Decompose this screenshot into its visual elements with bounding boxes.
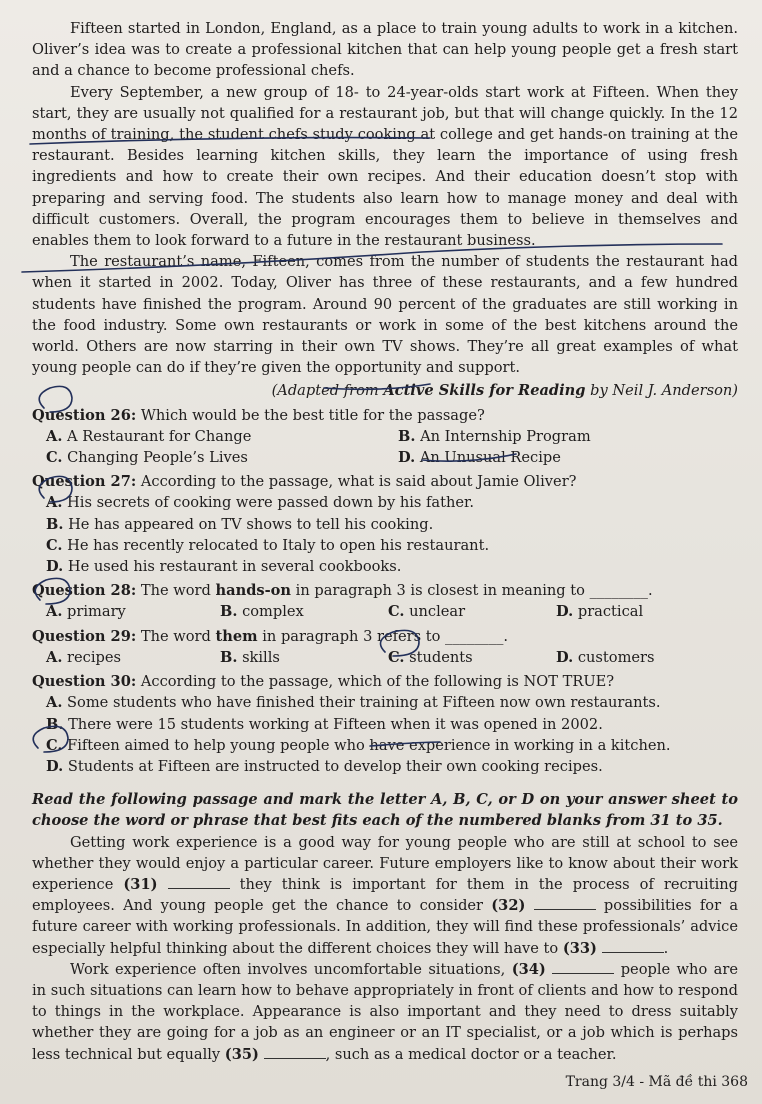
option-a[interactable] xyxy=(46,601,220,622)
option-text: He has recently relocated to Italy to open his restaurant. xyxy=(67,536,490,554)
option-text: practical xyxy=(577,603,644,621)
option-text: There were 15 students working at Fifteen when it was opened in 2002. xyxy=(68,715,603,733)
option-b[interactable] xyxy=(220,601,388,622)
question-text: According to the passage, what is said about Jamie Oliver? xyxy=(140,473,577,491)
blank-31[interactable] xyxy=(168,874,230,889)
question-text: According to the passage, which of the following is NOT TRUE? xyxy=(140,673,615,691)
option-c[interactable] xyxy=(388,647,556,668)
option-text: Fifteen aimed to help young people who have experience in working in a kitchen. xyxy=(67,736,671,754)
question-26 xyxy=(32,405,738,469)
blank-31-label: (31) xyxy=(123,875,158,893)
option-letter: D. xyxy=(398,449,416,467)
option-d[interactable] xyxy=(46,556,738,577)
option-d[interactable] xyxy=(556,647,724,668)
option-a[interactable] xyxy=(46,647,220,668)
question-text: The word xyxy=(140,627,216,645)
option-text: customers xyxy=(577,648,655,666)
option-text: An Unusual Recipe xyxy=(419,449,561,467)
blank-35-label: (35) xyxy=(224,1045,259,1063)
option-text: Students at Fifteen are instructed to develop their own cooking recipes. xyxy=(67,757,603,775)
question-29 xyxy=(32,626,738,668)
option-a[interactable] xyxy=(46,492,738,513)
option-b[interactable] xyxy=(46,714,738,735)
option-letter: B. xyxy=(220,648,238,666)
option-letter: B. xyxy=(46,715,64,733)
passage-paragraph-2: Every September, a new group of 18- to 24-year-olds start work at Fifteen. When they start, they are usually not qualified for a restaurant job, but that will change quickly. In the 12 months of training, the student chefs study cooking at college and get hands-on training at the restaurant. Besides learning kitchen skills, they learn the importance of using fresh ingredients and how to create their own recipes. And their education doesn’t stop with preparing and serving food. The students also learn how to manage money and deal with difficult customers. Overall, the program encourages them to believe in themselves and enables them to look forward to a future in the restaurant business. xyxy=(32,83,738,250)
option-c[interactable] xyxy=(46,447,398,468)
target-word: them xyxy=(215,627,258,645)
question-number: Question 30: xyxy=(32,673,137,691)
option-c[interactable] xyxy=(46,735,738,756)
option-text: He used his restaurant in several cookbooks. xyxy=(67,558,402,576)
passage-paragraph-1: Fifteen started in London, England, as a place to train young adults to work in a kitchen. Oliver’s idea was to create a professional kitchen that can help young people get a fresh start and a chance to become professional chefs. xyxy=(32,20,738,80)
question-text: Which would be the best title for the passage? xyxy=(140,406,485,424)
option-text: recipes xyxy=(67,648,121,666)
option-letter: D. xyxy=(556,603,574,621)
question-number: Question 26: xyxy=(32,406,137,424)
option-letter: D. xyxy=(46,757,64,775)
target-word: hands-on xyxy=(215,582,292,600)
cloze-paragraph-1 xyxy=(32,832,738,959)
passage-source xyxy=(32,380,738,401)
option-letter: B. xyxy=(220,603,238,621)
option-letter: D. xyxy=(46,558,64,576)
blank-34[interactable] xyxy=(552,959,614,974)
option-text: Changing People’s Lives xyxy=(67,449,248,467)
question-text: in paragraph 3 refers to ________. xyxy=(257,627,509,645)
option-d[interactable] xyxy=(556,601,724,622)
option-text: A Restaurant for Change xyxy=(67,427,252,445)
option-b[interactable] xyxy=(398,426,750,447)
option-a[interactable] xyxy=(46,692,738,713)
blank-34-label: (34) xyxy=(511,960,546,978)
option-letter: A. xyxy=(46,648,63,666)
option-letter: C. xyxy=(388,648,405,666)
option-text: students xyxy=(409,648,473,666)
option-text: Some students who have finished their training at Fifteen now own restaurants. xyxy=(67,694,661,712)
option-text: unclear xyxy=(409,603,466,621)
blank-32[interactable] xyxy=(534,895,596,910)
question-text: The word xyxy=(140,582,216,600)
page-footer: Trang 3/4 - Mã đề thi 368 xyxy=(565,1074,748,1090)
cloze-text: possibilities for a future career with working professionals. In addition, they will find these professionals’ advice especially helpful thinking about the different choices they will have to xyxy=(32,897,739,957)
question-number: Question 29: xyxy=(32,627,137,645)
cloze-text: , such as a medical doctor or a teacher. xyxy=(325,1045,617,1063)
blank-33-label: (33) xyxy=(562,939,597,957)
cloze-text: . xyxy=(663,939,669,957)
blank-32-label: (32) xyxy=(491,897,526,915)
option-letter: C. xyxy=(46,536,63,554)
option-b[interactable] xyxy=(220,647,388,668)
option-letter: C. xyxy=(388,603,405,621)
option-letter: C. xyxy=(46,449,63,467)
option-letter: A. xyxy=(46,694,63,712)
option-b[interactable] xyxy=(46,514,738,535)
option-text: skills xyxy=(242,648,280,666)
option-text: His secrets of cooking were passed down by his father. xyxy=(67,494,475,512)
option-letter: B. xyxy=(46,515,64,533)
option-letter: B. xyxy=(398,427,416,445)
option-text: He has appeared on TV shows to tell his cooking. xyxy=(68,515,434,533)
cloze-text: Getting work experience is a good way for young people who are still at school to see whether they would enjoy a particular career. Future employers like to know about their work experience xyxy=(32,833,738,893)
option-d[interactable] xyxy=(398,447,750,468)
question-number: Question 27: xyxy=(32,473,137,491)
source-title: Active Skills for Reading xyxy=(383,382,586,400)
cloze-text: people who are in such situations can learn how to behave appropriately in front of clients and how to respond to things in the workplace. Appearance is also important and they need to dress suitably whether they are going for a job as an engineer or an IT specialist, or a job which is perhaps less technical but equally xyxy=(32,960,738,1063)
option-letter: C. xyxy=(46,736,63,754)
cloze-paragraph-2 xyxy=(32,959,738,1065)
question-27 xyxy=(32,471,738,577)
option-text: primary xyxy=(67,603,126,621)
option-letter: A. xyxy=(46,494,63,512)
source-suffix: by Neil J. Anderson) xyxy=(585,382,738,400)
option-text: complex xyxy=(242,603,304,621)
question-number: Question 28: xyxy=(32,582,137,600)
cloze-text: Work experience often involves uncomfortable situations, xyxy=(70,960,512,978)
question-28 xyxy=(32,580,738,622)
option-d[interactable] xyxy=(46,756,738,777)
blank-33[interactable] xyxy=(602,938,664,953)
option-letter: A. xyxy=(46,427,63,445)
reading-passage xyxy=(32,18,738,1065)
option-text: An Internship Program xyxy=(420,427,591,445)
question-text: in paragraph 3 is closest in meaning to ________. xyxy=(291,582,653,600)
source-prefix: (Adapted from xyxy=(271,382,384,400)
option-c[interactable] xyxy=(388,601,556,622)
passage-paragraph-3: The restaurant’s name, Fifteen, comes from the number of students the restaurant had when it started in 2002. Today, Oliver has three of these restaurants, and a few hundred students have finished the program. Around 90 percent of the graduates are still working in the food industry. Some own restaurants or work in some of the best kitchens around the world. Others are now starring in their own TV shows. They’re all great examples of what young people can do if they’re given the opportunity and support. xyxy=(32,253,738,377)
option-letter: D. xyxy=(556,648,574,666)
question-30 xyxy=(32,671,738,777)
blank-35[interactable] xyxy=(264,1044,326,1059)
cloze-directions: Read the following passage and mark the letter A, B, C, or D on your answer sheet to choose the word or phrase that best fits each of the numbered blanks from 31 to 35. xyxy=(32,791,738,830)
option-letter: A. xyxy=(46,603,63,621)
cloze-text: they think is important for them in the process of recruiting employees. And young people get the chance to consider xyxy=(32,875,738,915)
option-c[interactable] xyxy=(46,535,738,556)
option-a[interactable] xyxy=(46,426,398,447)
